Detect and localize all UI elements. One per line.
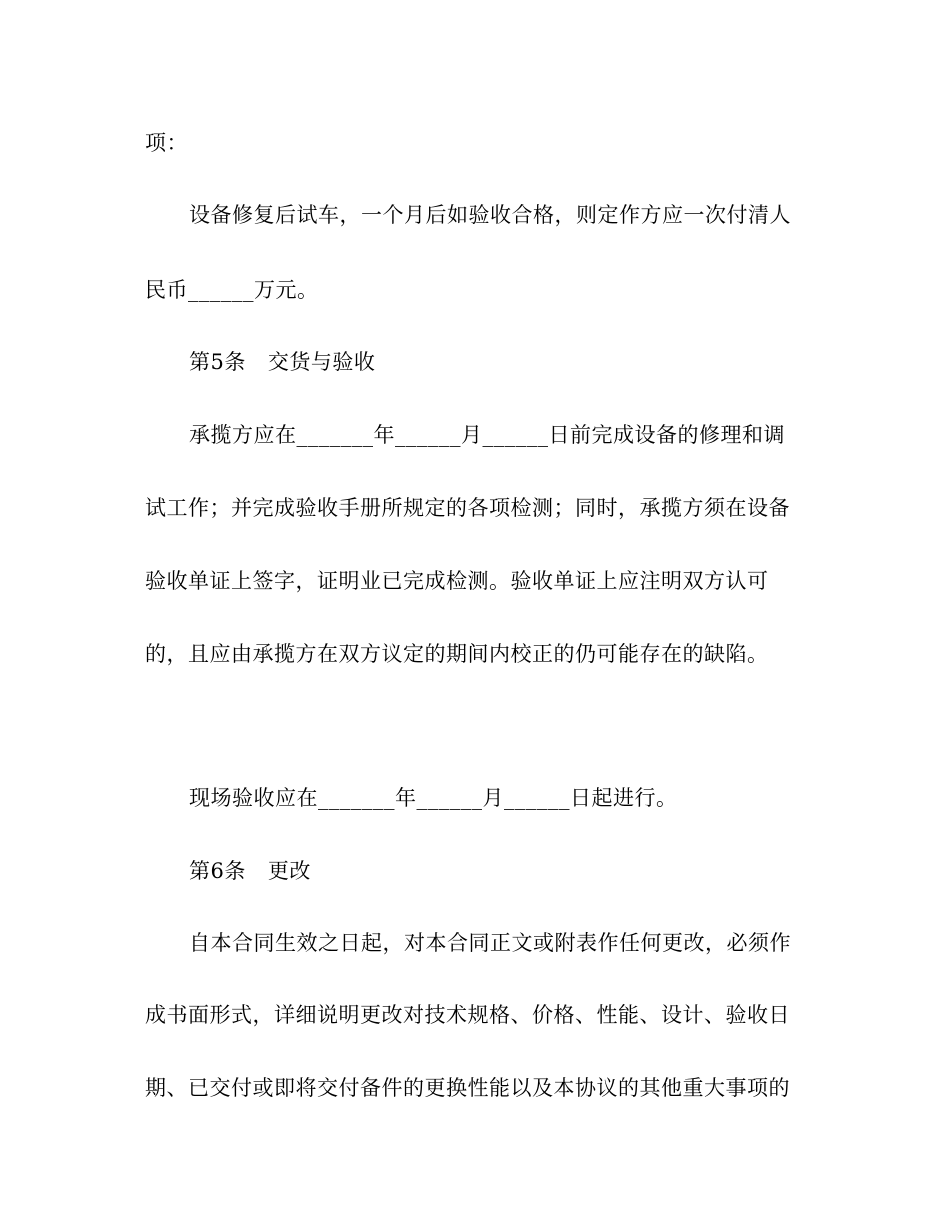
text-line: 的，且应由承揽方在双方议定的期间内校正的仍可能存在的缺陷。 bbox=[145, 642, 769, 666]
text-line: 项： bbox=[145, 131, 188, 155]
text-line: 期、已交付或即将交付备件的更换性能以及本协议的其他重大事项的 bbox=[145, 1076, 790, 1100]
text-line: 现场验收应在_______年______月______日起进行。 bbox=[189, 786, 678, 810]
text-line: 试工作；并完成验收手册所规定的各项检测；同时，承揽方须在设备 bbox=[145, 496, 790, 520]
article-heading bbox=[189, 857, 311, 885]
text-line: 民币______万元。 bbox=[145, 278, 319, 302]
article-number: 第5条 bbox=[189, 350, 246, 374]
text-line: 承揽方应在_______年______月______日前完成设备的修理和调 bbox=[189, 423, 785, 447]
article-number: 第6条 bbox=[189, 859, 246, 883]
article-title: 更改 bbox=[267, 859, 311, 883]
text-line: 成书面形式，详细说明更改对技术规格、价格、性能、设计、验收日 bbox=[145, 1003, 790, 1027]
article-heading bbox=[189, 348, 375, 376]
article-title: 交货与验收 bbox=[267, 350, 376, 374]
text-line: 验收单证上签字，证明业已完成检测。验收单证上应注明双方认可 bbox=[145, 569, 769, 593]
text-line: 自本合同生效之日起，对本合同正文或附表作任何更改，必须作 bbox=[189, 931, 791, 955]
text-line: 设备修复后试车，一个月后如验收合格，则定作方应一次付清人 bbox=[189, 203, 791, 227]
